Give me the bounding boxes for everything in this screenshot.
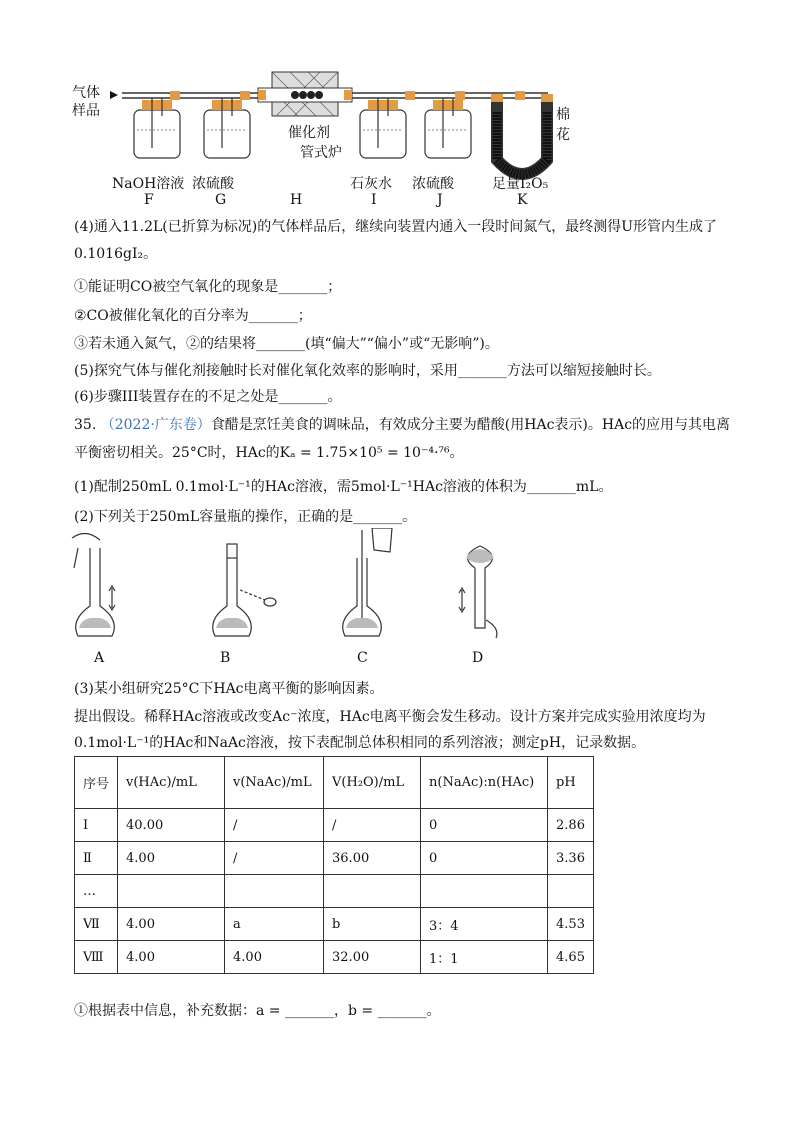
tube-furnace-label: 管式炉 (300, 145, 342, 161)
table-header-cell: 序号 (75, 757, 118, 809)
table-cell: 4.53 (548, 908, 594, 941)
table-cell: 0 (421, 842, 548, 875)
table-cell: / (225, 842, 324, 875)
flask-options-figure (60, 528, 520, 648)
table-header-cell: pH (548, 757, 594, 809)
q35-number: 35. (74, 417, 97, 433)
table-cell: a (225, 908, 324, 941)
bottle-J-name: 浓硫酸 (412, 176, 454, 192)
q35-source: （2022·广东卷） (100, 417, 211, 433)
letter-J: J (437, 192, 443, 208)
table-cell: 40.00 (118, 809, 225, 842)
table-cell: 0 (421, 809, 548, 842)
bottle-I-name: 石灰水 (350, 176, 392, 192)
q5: (5)探究气体与催化剂接触时长对催化氧化效率的影响时，采用_______方法可以缩短接触时长。 (74, 363, 661, 379)
q4-intro: (4)通入11.2L(已折算为标况)的气体样品后，继续向装置内通入一段时间氮气，最终测得U形管内生成了 (74, 219, 718, 235)
table-cell: 4.00 (118, 842, 225, 875)
q35-text2: 平衡密切相关。25°C时，HAc的Kₐ = 1.75×10⁵ = 10⁻⁴·⁷⁶。 (74, 445, 464, 461)
table-cell (225, 875, 324, 908)
letter-G: G (215, 192, 227, 208)
cotton-label-2: 花 (556, 127, 570, 143)
q35-part3: (3)某小组研究25°C下HAc电离平衡的影响因素。 (74, 681, 384, 697)
letter-I: I (371, 192, 377, 208)
table-cell: Ⅰ (75, 809, 118, 842)
table-cell: 4.00 (118, 908, 225, 941)
table-cell: 4.00 (118, 941, 225, 974)
q35-text1: 食醋是烹饪美食的调味品，有效成分主要为醋酸(用HAc表示)。HAc的应用与其电离 (210, 417, 731, 433)
table-cell (324, 875, 421, 908)
table-cell: 3.36 (548, 842, 594, 875)
table-cell: 4.65 (548, 941, 594, 974)
table-row (75, 941, 594, 974)
q6: (6)步骤III装置存在的不足之处是_______。 (74, 389, 342, 405)
bottle-F-name: NaOH溶液 (112, 176, 185, 192)
table-row (75, 875, 594, 908)
table-row (75, 842, 594, 875)
q35-hypothesis-2: 0.1mol·L⁻¹的HAc和NaAc溶液，按下表配制总体积相同的系列溶液；测定pH，记录数据。 (74, 735, 646, 751)
q4-item2: ②CO被催化氧化的百分率为_______； (74, 308, 312, 324)
q4-intro-2: 0.1016gI₂。 (74, 246, 158, 262)
catalyst-label: 催化剂 (288, 125, 330, 141)
q35-part2: (2)下列关于250mL容量瓶的操作，正确的是_______。 (74, 509, 417, 525)
gas-sample-label-2: 样品 (72, 103, 100, 119)
table-cell: b (324, 908, 421, 941)
letter-K: K (517, 192, 528, 208)
table-cell: Ⅷ (75, 941, 118, 974)
option-A: A (94, 650, 105, 666)
table-cell: 4.00 (225, 941, 324, 974)
option-B: B (220, 650, 231, 666)
q4-item1: ①能证明CO被空气氧化的现象是_______； (74, 279, 342, 295)
table-cell (118, 875, 225, 908)
q35-part1: (1)配制250mL 0.1mol·L⁻¹的HAc溶液，需5mol·L⁻¹HAc溶液的体积为_______mL。 (74, 479, 613, 495)
cotton-label-1: 棉 (556, 107, 570, 123)
utube-K-name: 足量I₂O₅ (492, 176, 549, 192)
table-cell: / (225, 809, 324, 842)
table-cell: … (75, 875, 118, 908)
q35-fill-data: ①根据表中信息，补充数据：a = _______，b = _______。 (74, 1003, 441, 1019)
table-cell (548, 875, 594, 908)
table-cell: 3：4 (421, 908, 548, 941)
table-cell: 32.00 (324, 941, 421, 974)
table-cell: Ⅱ (75, 842, 118, 875)
table-row (75, 809, 594, 842)
table-cell: 36.00 (324, 842, 421, 875)
table-cell: 2.86 (548, 809, 594, 842)
letter-H: H (290, 192, 303, 208)
table-header-row (75, 757, 594, 809)
table-cell: / (324, 809, 421, 842)
q35-hypothesis: 提出假设。稀释HAc溶液或改变Ac⁻浓度，HAc电离平衡会发生移动。设计方案并完成实验用浓度均为 (74, 709, 706, 725)
letter-F: F (144, 192, 154, 208)
q4-item3: ③若未通入氮气，②的结果将_______(填“偏大”“偏小”或“无影响”)。 (74, 336, 499, 352)
option-C: C (357, 650, 368, 666)
table-row (75, 908, 594, 941)
table-header-cell: v(NaAc)/mL (225, 757, 324, 809)
table-header-cell: V(H₂O)/mL (324, 757, 421, 809)
bottle-G-name: 浓硫酸 (192, 176, 234, 192)
q35-line1 (74, 414, 730, 434)
gas-sample-label-1: 气体 (72, 85, 100, 101)
table-cell: 1：1 (421, 941, 548, 974)
table-cell (421, 875, 548, 908)
table-cell: Ⅶ (75, 908, 118, 941)
option-D: D (472, 650, 484, 666)
table-header-cell: v(HAc)/mL (118, 757, 225, 809)
experiment-table (74, 756, 594, 974)
table-header-cell: n(NaAc):n(HAc) (421, 757, 548, 809)
